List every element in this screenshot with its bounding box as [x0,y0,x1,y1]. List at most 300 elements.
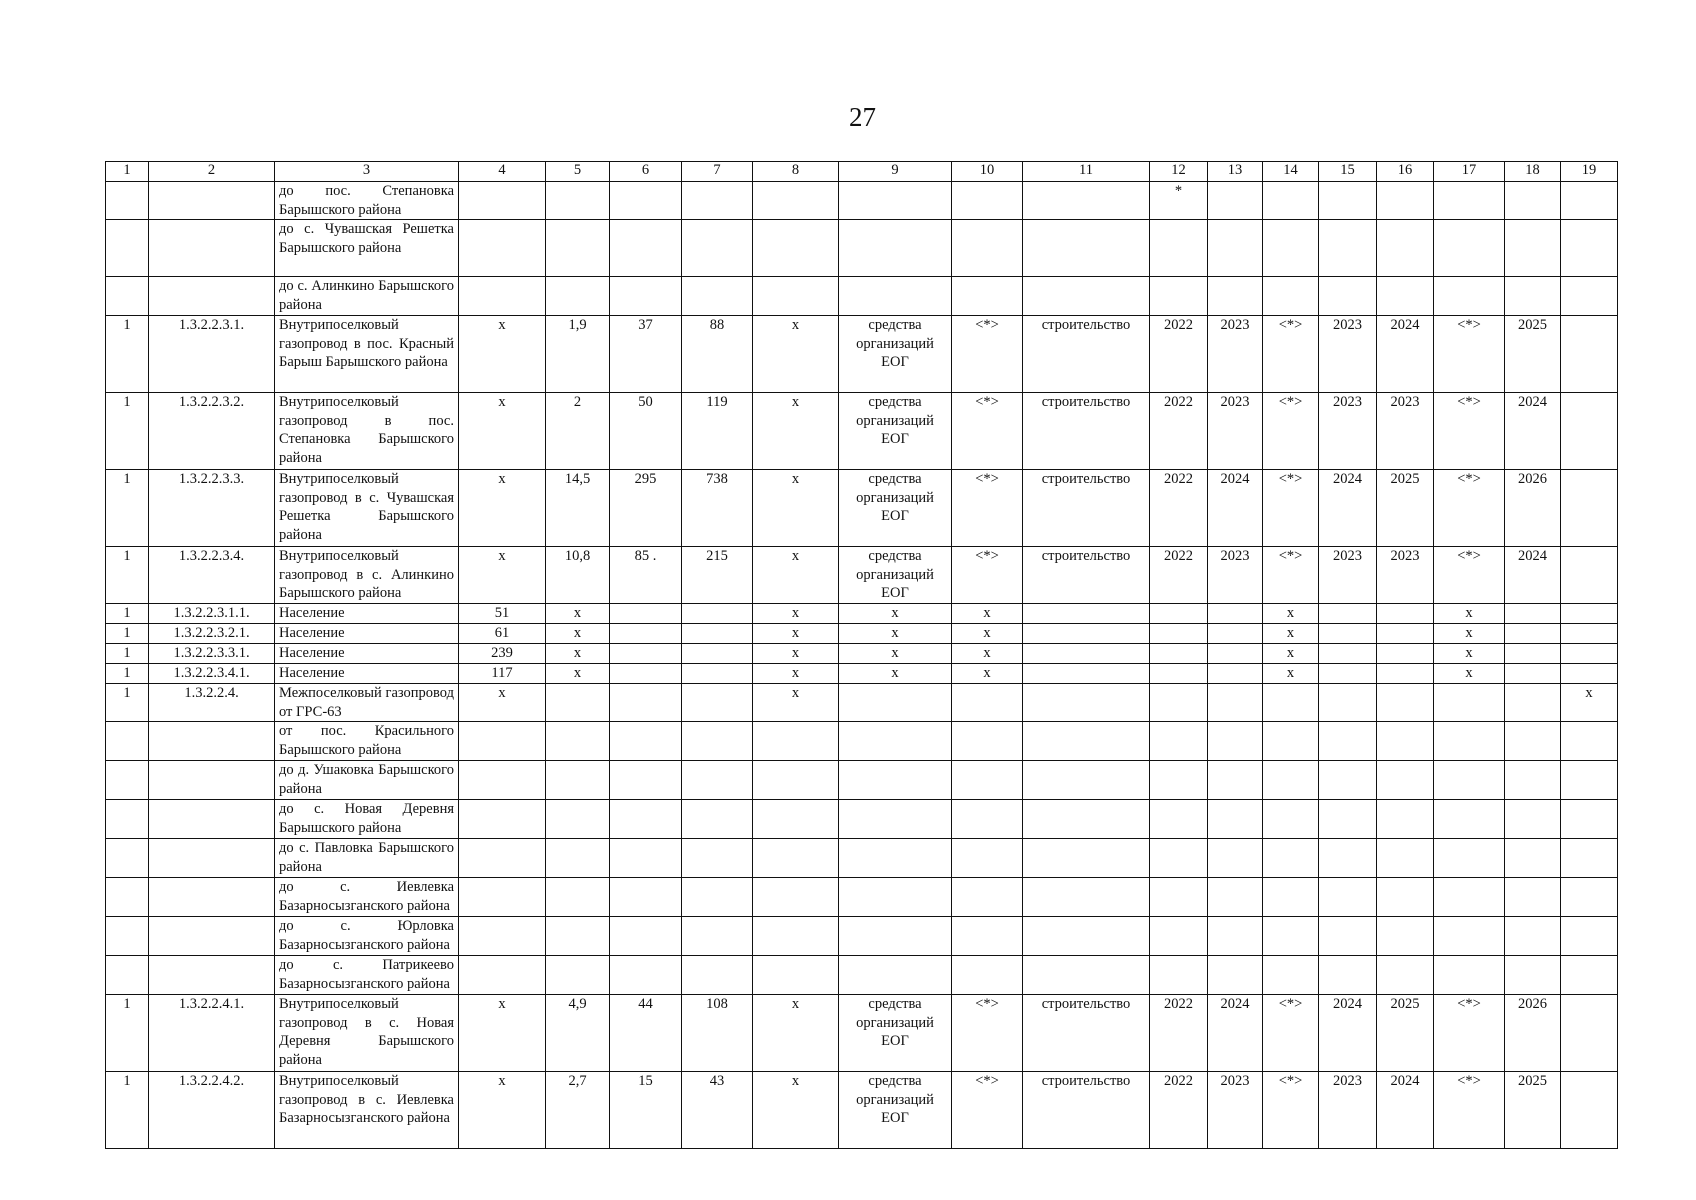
table-cell [1561,761,1618,800]
table-cell: х [753,393,839,470]
object-name-cell: Население [275,664,459,684]
table-cell [546,917,610,956]
table-cell: х [753,664,839,684]
table-cell: х [1434,644,1505,664]
table-cell [1561,604,1618,624]
table-cell [1561,722,1618,761]
table-cell: х [753,470,839,547]
funding-source-cell [839,878,952,917]
table-cell: <*> [1263,393,1319,470]
table-cell [1434,839,1505,878]
item-code-cell: 1.3.2.2.3.1.1. [149,604,275,624]
table-row [106,644,1618,664]
table-cell [1208,722,1263,761]
object-name-cell: Внутрипоселковый газопровод в пос. Красный Барыш Барышского района [275,316,459,393]
table-cell: 2023 [1319,316,1377,393]
table-cell [1377,917,1434,956]
table-cell [1319,624,1377,644]
table-cell [1023,800,1150,839]
table-cell: 2022 [1150,1072,1208,1149]
table-cell: х [753,995,839,1072]
table-cell [1434,800,1505,839]
table-cell [1319,722,1377,761]
table-cell [459,800,546,839]
table-cell: 2025 [1377,995,1434,1072]
table-cell: 1 [106,316,149,393]
table-cell [1377,182,1434,220]
table-cell [1263,878,1319,917]
table-cell [1023,644,1150,664]
table-cell [1263,956,1319,995]
funding-source-cell [839,684,952,722]
table-row [106,624,1618,644]
table-cell: строительство [1023,393,1150,470]
table-cell [682,800,753,839]
table-cell [682,761,753,800]
table-cell [1505,722,1561,761]
table-cell [1208,684,1263,722]
column-header: 19 [1561,162,1618,182]
item-code-cell [149,182,275,220]
funding-source-cell: х [839,644,952,664]
table-cell [1561,624,1618,644]
table-cell: 2022 [1150,470,1208,547]
table-cell [1023,917,1150,956]
funding-source-cell [839,956,952,995]
table-cell [952,956,1023,995]
table-cell [1150,624,1208,644]
table-cell [753,917,839,956]
table-cell: 2022 [1150,995,1208,1072]
table-cell [952,182,1023,220]
table-row [106,917,1618,956]
table-cell: <*> [1434,393,1505,470]
table-cell: 2024 [1208,995,1263,1072]
table-cell: х [459,547,546,604]
table-cell [106,917,149,956]
object-name-cell: до с. Юрловка Базарносызганского района [275,917,459,956]
table-cell [1561,470,1618,547]
column-header: 14 [1263,162,1319,182]
table-cell [952,800,1023,839]
table-cell [1377,722,1434,761]
table-cell [682,604,753,624]
table-cell [546,684,610,722]
table-cell [1505,624,1561,644]
table-cell: 2022 [1150,393,1208,470]
table-cell: <*> [952,393,1023,470]
table-cell [1023,761,1150,800]
table-cell [459,182,546,220]
item-code-cell: 1.3.2.2.3.4. [149,547,275,604]
funding-source-cell: средства организаций ЕОГ [839,470,952,547]
table-cell [1434,220,1505,277]
table-cell [1263,917,1319,956]
table-cell: 1 [106,624,149,644]
table-cell: х [952,604,1023,624]
funding-source-cell [839,182,952,220]
object-name-cell: до с. Патрикеево Базарносызганского района [275,956,459,995]
item-code-cell [149,761,275,800]
table-row [106,547,1618,604]
table-cell [1319,182,1377,220]
table-cell: 2026 [1505,470,1561,547]
table-cell: 1 [106,1072,149,1149]
table-cell [1150,684,1208,722]
item-code-cell: 1.3.2.2.3.3.1. [149,644,275,664]
table-cell: <*> [952,470,1023,547]
table-cell [106,839,149,878]
header-row [106,162,1618,182]
table-cell: 2024 [1505,547,1561,604]
table-cell [459,761,546,800]
table-cell [1319,839,1377,878]
table-row [106,839,1618,878]
table-cell [753,277,839,316]
funding-source-cell [839,220,952,277]
object-name-cell: до с. Новая Деревня Барышского района [275,800,459,839]
column-header: 1 [106,162,149,182]
table-row [106,995,1618,1072]
object-name-cell: Внутрипоселковый газопровод в пос. Степановка Барышского района [275,393,459,470]
table-cell: х [753,684,839,722]
table-cell [682,722,753,761]
table-cell: 2022 [1150,316,1208,393]
item-code-cell [149,878,275,917]
table-row [106,684,1618,722]
table-cell [106,761,149,800]
table-row [106,761,1618,800]
table-row [106,722,1618,761]
table-cell [1319,220,1377,277]
table-cell [106,956,149,995]
object-name-cell: от пос. Красильного Барышского района [275,722,459,761]
table-cell: 1 [106,393,149,470]
table-cell [1505,220,1561,277]
table-cell [610,956,682,995]
item-code-cell [149,917,275,956]
table-cell: 1,9 [546,316,610,393]
table-cell: 119 [682,393,753,470]
table-cell: х [952,644,1023,664]
table-cell [1377,604,1434,624]
table-cell [1561,917,1618,956]
column-header: 4 [459,162,546,182]
table-cell [1377,277,1434,316]
table-cell: 85 . [610,547,682,604]
table-cell: х [1263,664,1319,684]
table-cell [1377,800,1434,839]
table-cell [106,182,149,220]
column-header: 6 [610,162,682,182]
column-header: 2 [149,162,275,182]
table-cell: 2023 [1208,547,1263,604]
table-cell [952,917,1023,956]
table-cell [1505,604,1561,624]
table-cell: 14,5 [546,470,610,547]
table-cell [1150,878,1208,917]
table-cell [1505,917,1561,956]
table-cell: х [546,664,610,684]
table-cell: <*> [1434,316,1505,393]
table-cell [1434,956,1505,995]
table-cell [753,182,839,220]
table-cell [753,878,839,917]
table-cell [610,182,682,220]
table-cell [1561,839,1618,878]
object-name-cell: Внутрипоселковый газопровод в с. Алинкино Барышского района [275,547,459,604]
table-cell: 295 [610,470,682,547]
table-cell: х [753,1072,839,1149]
table-cell: <*> [952,547,1023,604]
table-cell [753,761,839,800]
table-cell [546,878,610,917]
table-cell [682,220,753,277]
table-cell: <*> [952,316,1023,393]
item-code-cell: 1.3.2.2.3.1. [149,316,275,393]
table-cell [1505,182,1561,220]
object-name-cell: до с. Чувашская Решетка Барышского района [275,220,459,277]
table-cell [682,664,753,684]
item-code-cell [149,220,275,277]
table-cell [1561,277,1618,316]
table-cell: х [459,1072,546,1149]
table-cell [546,956,610,995]
table-cell: х [952,664,1023,684]
item-code-cell: 1.3.2.2.3.2. [149,393,275,470]
table-cell [682,277,753,316]
table-cell [1377,761,1434,800]
funding-source-cell: средства организаций ЕОГ [839,316,952,393]
table-cell [1505,644,1561,664]
table-cell [1434,878,1505,917]
table-cell: х [1263,624,1319,644]
table-cell [1434,182,1505,220]
table-cell: 2024 [1208,470,1263,547]
table-cell [1377,220,1434,277]
table-cell [459,878,546,917]
table-cell [610,761,682,800]
table-cell [1377,624,1434,644]
table-cell: <*> [952,1072,1023,1149]
table-cell: <*> [952,995,1023,1072]
column-header: 13 [1208,162,1263,182]
table-cell [682,182,753,220]
table-cell: строительство [1023,995,1150,1072]
table-cell [1023,956,1150,995]
table-cell: строительство [1023,1072,1150,1149]
table-cell [1434,277,1505,316]
table-cell [1319,664,1377,684]
table-cell: х [1434,664,1505,684]
table-cell [1023,839,1150,878]
table-cell [1023,182,1150,220]
table-cell: 2024 [1319,995,1377,1072]
funding-source-cell [839,761,952,800]
table-cell [1319,604,1377,624]
table-cell [1208,664,1263,684]
table-cell: 15 [610,1072,682,1149]
table-cell: 2024 [1319,470,1377,547]
column-header: 16 [1377,162,1434,182]
table-cell [1434,722,1505,761]
table-cell [1208,604,1263,624]
table-cell [610,604,682,624]
item-code-cell [149,722,275,761]
table-cell: 2026 [1505,995,1561,1072]
object-name-cell: до д. Ушаковка Барышского района [275,761,459,800]
table-cell [1377,839,1434,878]
table-cell [1208,761,1263,800]
item-code-cell: 1.3.2.2.4.2. [149,1072,275,1149]
table-row [106,316,1618,393]
table-cell: <*> [1434,547,1505,604]
table-cell: х [1263,604,1319,624]
table-cell: х [546,644,610,664]
table-cell: 215 [682,547,753,604]
table-cell: 2025 [1505,316,1561,393]
funding-source-cell [839,839,952,878]
table-row [106,1072,1618,1149]
table-cell: 2025 [1377,470,1434,547]
column-header: 12 [1150,162,1208,182]
table-cell: 108 [682,995,753,1072]
table-cell [610,878,682,917]
table-cell [610,839,682,878]
table-cell [1263,761,1319,800]
column-header: 15 [1319,162,1377,182]
object-name-cell: Внутрипоселковый газопровод в с. Иевлевка Базарносызганского района [275,1072,459,1149]
table-cell [1561,644,1618,664]
table-cell [1208,800,1263,839]
object-name-cell: Внутрипоселковый газопровод в с. Новая Деревня Барышского района [275,995,459,1072]
table-cell [1377,644,1434,664]
funding-source-cell: средства организаций ЕОГ [839,393,952,470]
table-cell [106,277,149,316]
table-row [106,220,1618,277]
table-cell [1023,624,1150,644]
table-cell [1150,220,1208,277]
table-cell [952,684,1023,722]
page-number: 27 [849,102,876,132]
table-cell: 1 [106,684,149,722]
table-cell: 1 [106,470,149,547]
table-row [106,878,1618,917]
item-code-cell [149,956,275,995]
table-cell [610,644,682,664]
item-code-cell: 1.3.2.2.3.2.1. [149,624,275,644]
funding-source-cell [839,800,952,839]
table-cell: х [1434,624,1505,644]
table-cell: 2023 [1208,393,1263,470]
table-cell [682,878,753,917]
table-cell: 1 [106,547,149,604]
table-cell [546,839,610,878]
table-cell: <*> [1263,547,1319,604]
table-cell [1023,604,1150,624]
table-cell: х [459,316,546,393]
table-cell [952,220,1023,277]
table-cell [546,722,610,761]
table-cell: х [546,604,610,624]
table-cell [753,220,839,277]
table-cell: 2024 [1377,1072,1434,1149]
table-row [106,182,1618,220]
table-cell [1434,684,1505,722]
table-cell: 2 [546,393,610,470]
table-cell [1561,393,1618,470]
table-cell: 51 [459,604,546,624]
table-cell [682,624,753,644]
table-cell: 61 [459,624,546,644]
table-cell: 2023 [1319,547,1377,604]
item-code-cell: 1.3.2.2.3.3. [149,470,275,547]
table-cell [753,722,839,761]
table-cell: строительство [1023,316,1150,393]
table-cell: 10,8 [546,547,610,604]
table-cell [1377,878,1434,917]
table-cell [610,664,682,684]
column-header: 8 [753,162,839,182]
object-name-cell: Население [275,604,459,624]
table-cell [1561,995,1618,1072]
table-cell: <*> [1263,470,1319,547]
table-cell: 117 [459,664,546,684]
table-cell [106,220,149,277]
funding-source-cell [839,277,952,316]
table-cell [1263,839,1319,878]
table-cell [1505,956,1561,995]
table-cell: <*> [1263,316,1319,393]
table-cell [106,878,149,917]
table-cell: х [753,604,839,624]
funding-source-cell: средства организаций ЕОГ [839,1072,952,1149]
table-cell [106,722,149,761]
table-cell [546,277,610,316]
table-cell [1023,277,1150,316]
item-code-cell [149,800,275,839]
table-cell [1319,956,1377,995]
table-cell [1505,277,1561,316]
table-cell: 1 [106,604,149,624]
table-cell [1561,800,1618,839]
table-cell [1505,761,1561,800]
column-header: 9 [839,162,952,182]
table-cell: <*> [1434,995,1505,1072]
table-cell [1319,800,1377,839]
table-cell [610,220,682,277]
table-cell [1561,316,1618,393]
table-cell [753,800,839,839]
table-cell [682,956,753,995]
item-code-cell: 1.3.2.2.3.4.1. [149,664,275,684]
table-cell [1150,839,1208,878]
table-cell [106,800,149,839]
table-cell [1023,664,1150,684]
table-cell: <*> [1263,995,1319,1072]
table-cell: * [1150,182,1208,220]
table-cell: х [1263,644,1319,664]
table-cell [682,917,753,956]
table-cell [1023,878,1150,917]
funding-source-cell: средства организаций ЕОГ [839,547,952,604]
table-cell [1263,800,1319,839]
funding-source-cell [839,917,952,956]
table-row [106,800,1618,839]
table-cell [1208,878,1263,917]
object-name-cell: до с. Иевлевка Базарносызганского района [275,878,459,917]
table-cell [1150,761,1208,800]
